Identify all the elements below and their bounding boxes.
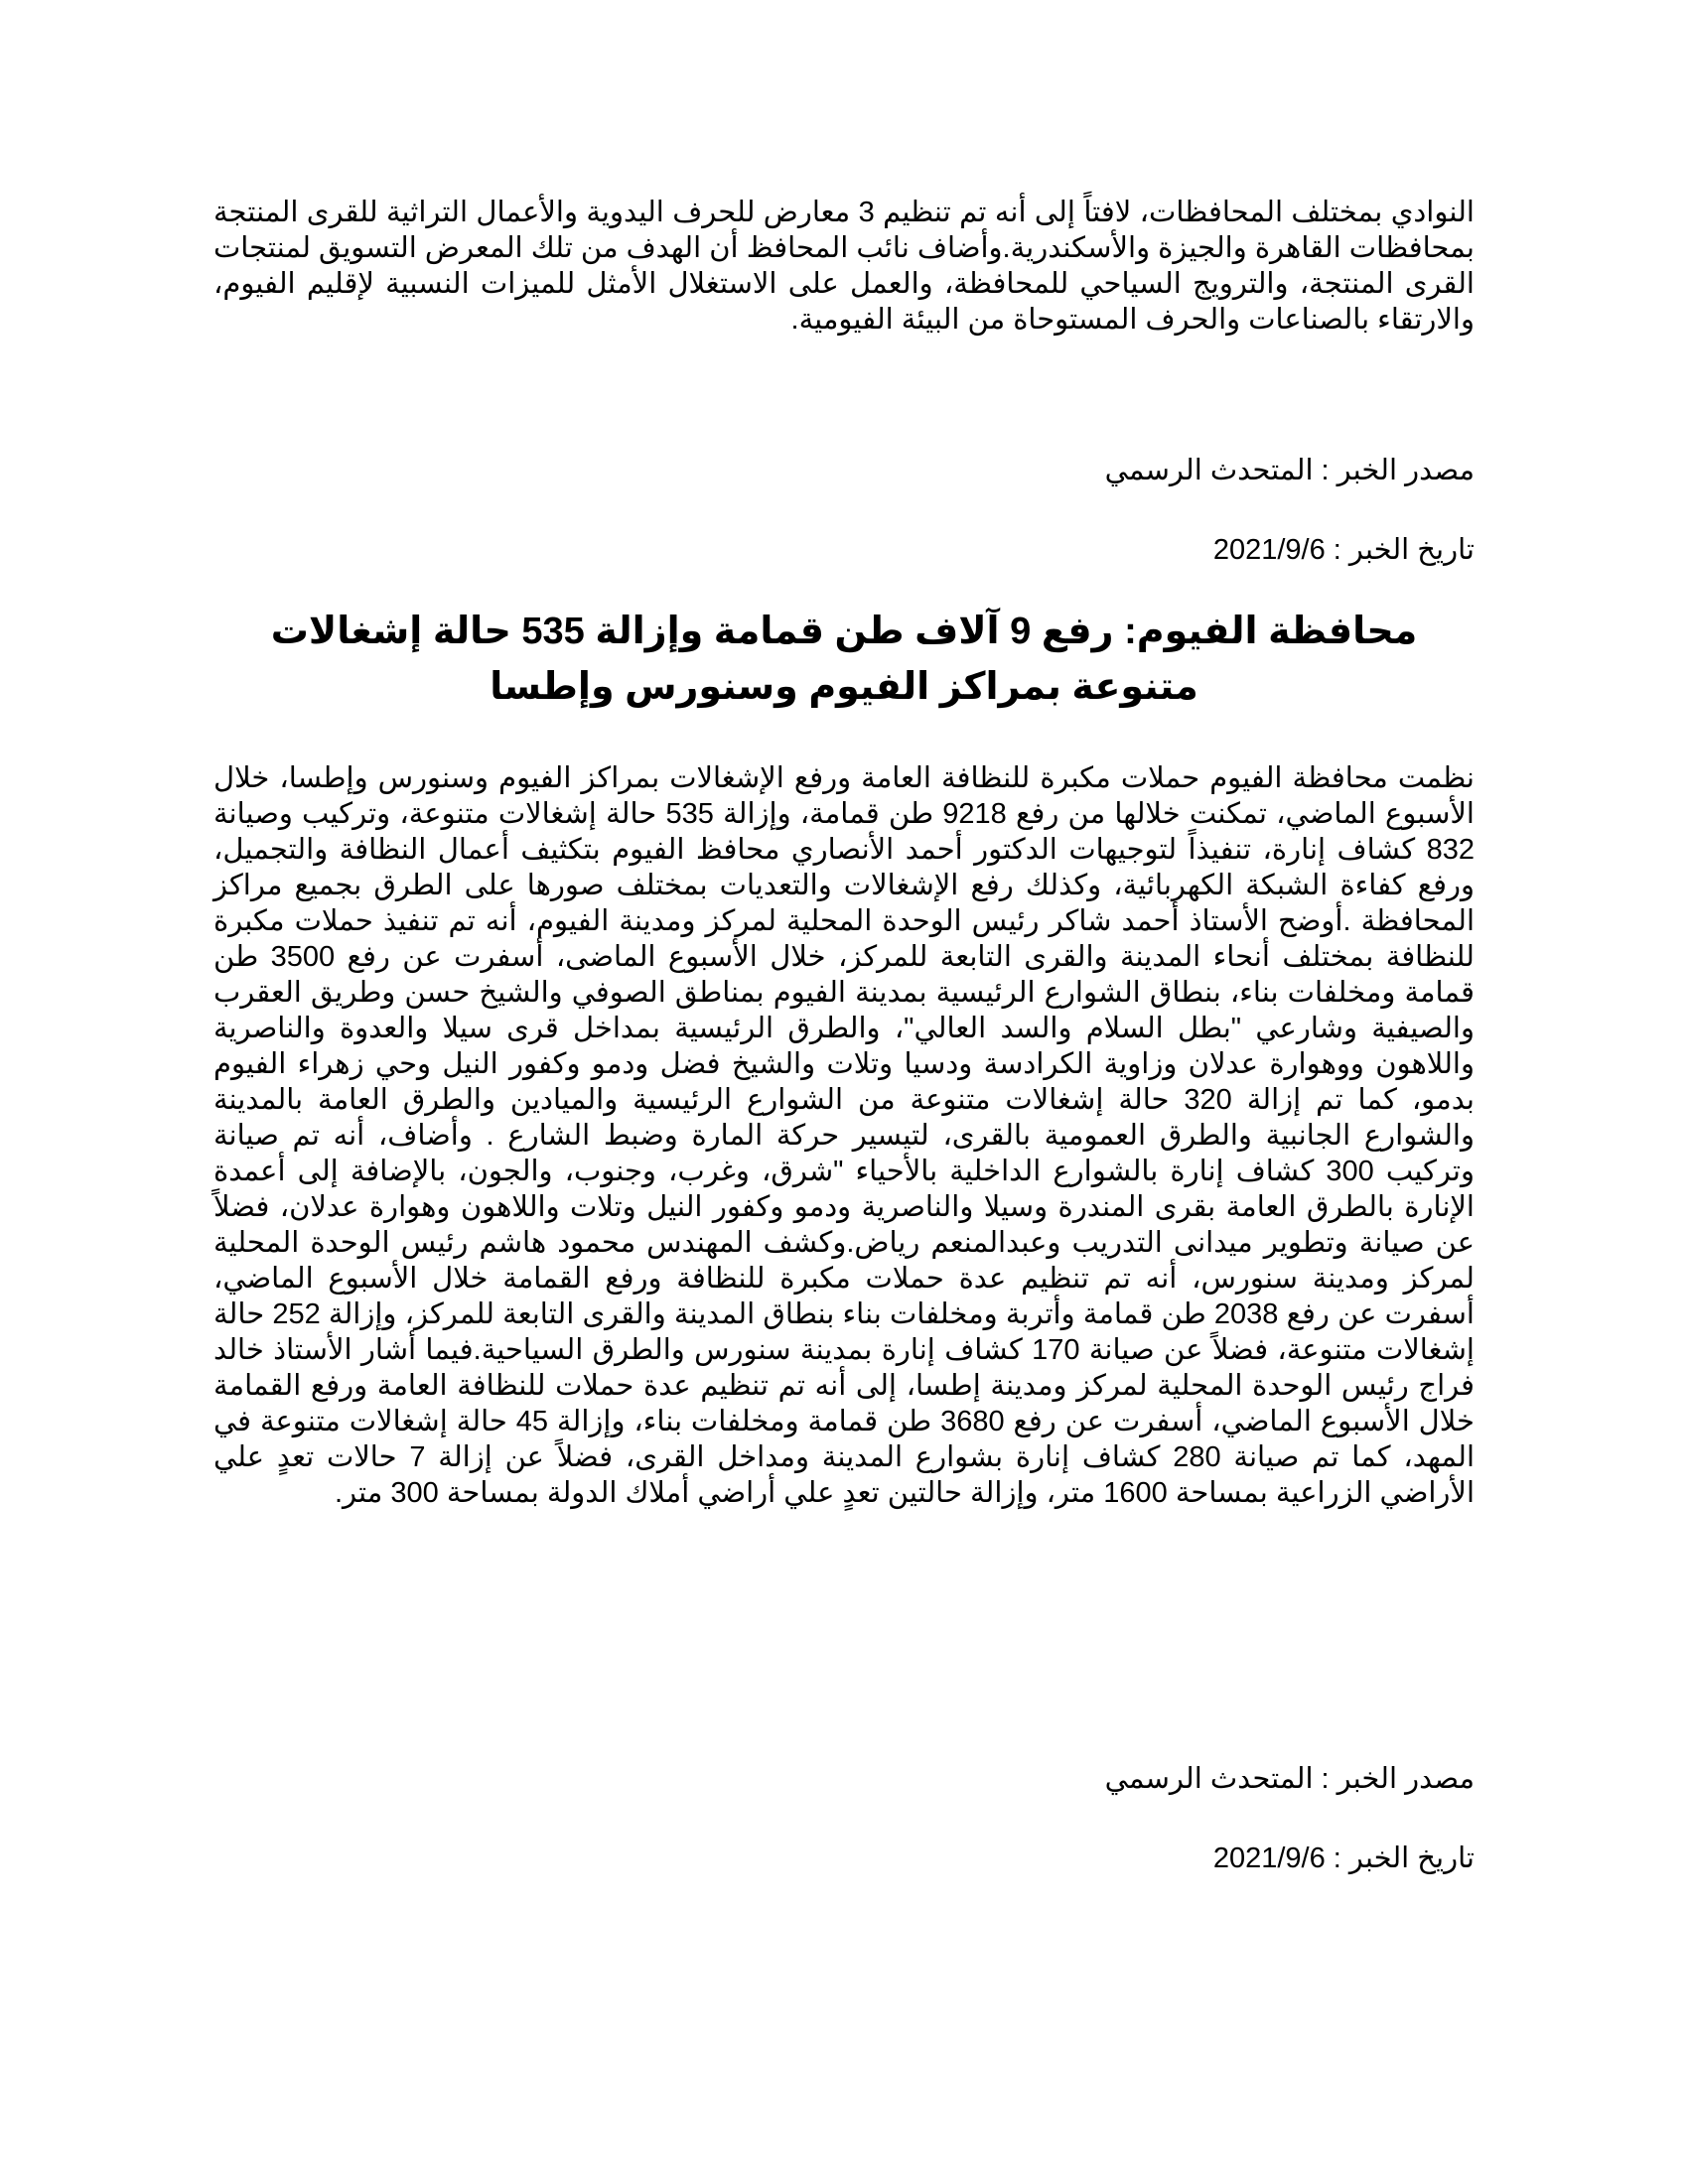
intro-paragraph: النوادي بمختلف المحافظات، لافتاً إلى أنه تم تنظيم 3 معارض للحرف اليدوية والأعمال التراثية للقرى المنتجة بمحافظات القاهرة والجيزة والأسكندرية.وأضاف نائب المحافظ أن الهدف من تلك المعرض التسويق لمنتجات القرى المنتجة، والترويج السياحي للمحافظة، والعمل على الاستغلال الأمثل للميزات النسبية لإقليم الفيوم، والارتقاء بالصناعات والحرف المستوحاة من البيئة الفيومية. [213, 197, 1475, 336]
article-headline: محافظة الفيوم: رفع 9 آلاف طن قمامة وإزالة 535 حالة إشغالات متنوعة بمراكز الفيوم وسنورس وإطسا [270, 611, 1418, 708]
news-source-line: مصدر الخبر : المتحدث الرسمي [1104, 455, 1475, 486]
news-source-line-footer: مصدر الخبر : المتحدث الرسمي [1104, 1763, 1475, 1795]
news-date-line-footer: تاريخ الخبر : 2021/9/6 [1212, 1843, 1475, 1874]
article-body-paragraph: نظمت محافظة الفيوم حملات مكبرة للنظافة العامة ورفع الإشغالات بمراكز الفيوم وسنورس وإطسا، خلال الأسبوع الماضي، تمكنت خلالها من رفع 9218 طن قمامة، وإزالة 535 حالة إشغالات متنوعة، وتركيب وصيانة 832 كشاف إنارة، تنفيذاً لتوجيهات الدكتور أحمد الأنصاري محافظ الفيوم بتكثيف أعمال النظافة والتجميل، ورفع كفاءة الشبكة الكهربائية، وكذلك رفع الإشغالات والتعديات بمختلف صورها على الطرق بجميع مراكز المحافظة .أوضح الأستاذ أحمد شاكر رئيس الوحدة المحلية لمركز ومدينة الفيوم، أنه تم تنفيذ حملات مكبرة للنظافة بمختلف أنحاء المدينة والقرى التابعة للمركز، خلال الأسبوع الماضى، أسفرت عن رفع 3500 طن قمامة ومخلفات بناء، بنطاق الشوارع الرئيسية بمدينة الفيوم بمناطق الصوفي والشيخ حسن وطريق العقرب والصيفية وشارعي "بطل السلام والسد العالي"، والطرق الرئيسية بمداخل قرى سيلا والعدوة والناصرية واللاهون ووهوارة عدلان وزاوية الكرادسة ودسيا وتلات والشيخ فضل ودمو وكفور النيل وحي زهراء الفيوم بدمو، كما تم إزالة 320 حالة إشغالات متنوعة من الشوارع الرئيسية والميادين والطرق العامة بالمدينة والشوارع الجانبية والطرق العمومية بالقرى، لتيسير حركة المارة وضبط الشارع . وأضاف، أنه تم صيانة وتركيب 300 كشاف إنارة بالشوارع الداخلية بالأحياء "شرق، وغرب، وجنوب، والجون، بالإضافة إلى أعمدة الإنارة بالطرق العامة بقرى المندرة وسيلا والناصرية ودمو وكفور النيل وتلات واللاهون وهوارة عدلان، فضلاً عن صيانة وتطوير ميدانى التدريب وعبدالمنعم رياض.وكشف المهندس محمود هاشم رئيس الوحدة المحلية لمركز ومدينة سنورس، أنه تم تنظيم عدة حملات مكبرة للنظافة ورفع القمامة خلال الأسبوع الماضي، أسفرت عن رفع 2038 طن قمامة وأتربة ومخلفات بناء بنطاق المدينة والقرى التابعة للمركز، وإزالة 252 حالة إشغالات متنوعة، فضلاً عن صيانة 170 كشاف إنارة بمدينة سنورس والطرق السياحية.فيما أشار الأستاذ خالد فراج رئيس الوحدة المحلية لمركز ومدينة إطسا، إلى أنه تم تنظيم عدة حملات للنظافة العامة ورفع القمامة خلال الأسبوع الماضي، أسفرت عن رفع 3680 طن قمامة ومخلفات بناء، وإزالة 45 حالة إشغالات متنوعة في المهد، كما تم صيانة 280 كشاف إنارة بشوارع المدينة ومداخل القرى، فضلاً عن إزالة 7 حالات تعدٍ علي الأراضي الزراعية بمساحة 1600 متر، وإزالة حالتين تعدٍ علي أراضي أملاك الدولة بمساحة 300 متر. [213, 762, 1475, 1509]
news-date-line: تاريخ الخبر : 2021/9/6 [1212, 534, 1475, 566]
